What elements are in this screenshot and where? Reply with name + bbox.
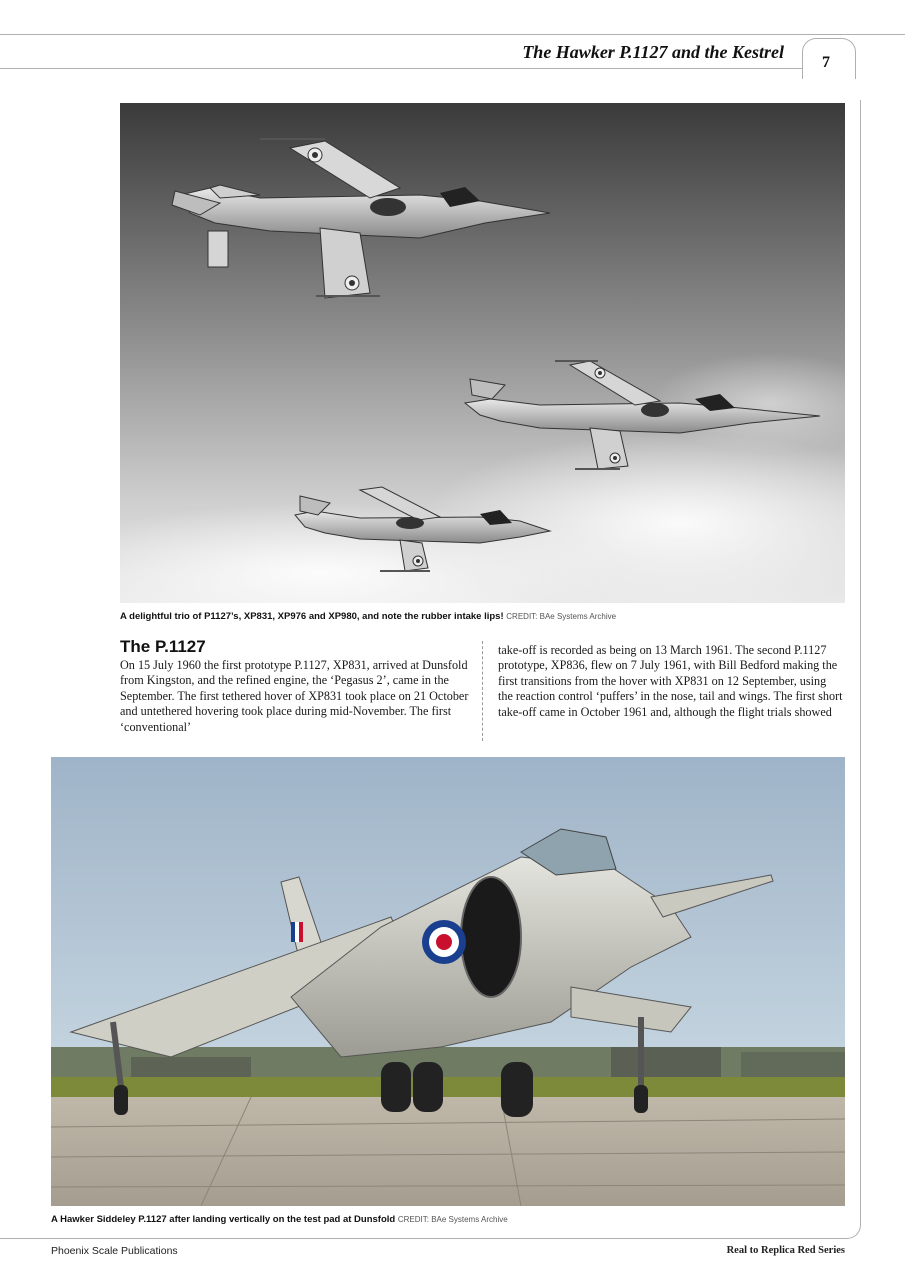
figure-bottom-caption-text: A Hawker Siddeley P.1127 after landing vertically on the test pad at Dunsfold xyxy=(51,1214,396,1225)
figure-top-caption xyxy=(120,611,616,622)
figure-bottom-credit: CREDIT: BAe Systems Archive xyxy=(397,1215,508,1224)
page-right-border xyxy=(860,100,861,1218)
article-column-2 xyxy=(498,643,844,720)
photo-p1127-dunsfold xyxy=(51,757,845,1206)
figure-bottom-caption xyxy=(51,1214,508,1225)
figure-top-credit: CREDIT: BAe Systems Archive xyxy=(506,612,617,621)
article-col2-text: take-off is recorded as being on 13 March 1961. The second P.1127 prototype, XP836, flew on 7 July 1961, with Bill Bedford making the first transitions from the hover with XP831 on 12 September, using the reaction control ‘puffers’ in the nose, tail and wings. The first short take-off came in October 1961 and, although the flight trials showed xyxy=(498,643,843,719)
figure-top-caption-text: A delightful trio of P1127’s, XP831, XP976 and XP980, and note the rubber intake lips! xyxy=(120,611,504,622)
page-corner xyxy=(842,1210,861,1239)
footer-rule xyxy=(0,1238,846,1239)
running-title: The Hawker P.1127 and the Kestrel xyxy=(522,42,784,62)
footer-publisher: Phoenix Scale Publications xyxy=(51,1245,178,1257)
photo-trio-svg xyxy=(120,103,845,603)
photo-trio-p1127 xyxy=(120,103,845,603)
article-col1-text: On 15 July 1960 the first prototype P.1127, XP831, arrived at Dunsfold from Kingston, and the refined engine, the ‘Pegasus 2’, came in the September. The first tethered hover of XP831 took place on 21 October and untethered hovering took place during mid-November. The first ‘conventional’ xyxy=(120,658,469,734)
page-number: 7 xyxy=(822,54,830,71)
column-divider xyxy=(482,641,483,741)
article-column-1 xyxy=(120,658,472,735)
header-rule xyxy=(0,34,905,35)
header-underline xyxy=(0,68,802,69)
photo-dunsfold-svg xyxy=(51,757,845,1206)
article-heading: The P.1127 xyxy=(120,637,206,656)
footer-series: Real to Replica Red Series xyxy=(726,1245,845,1256)
